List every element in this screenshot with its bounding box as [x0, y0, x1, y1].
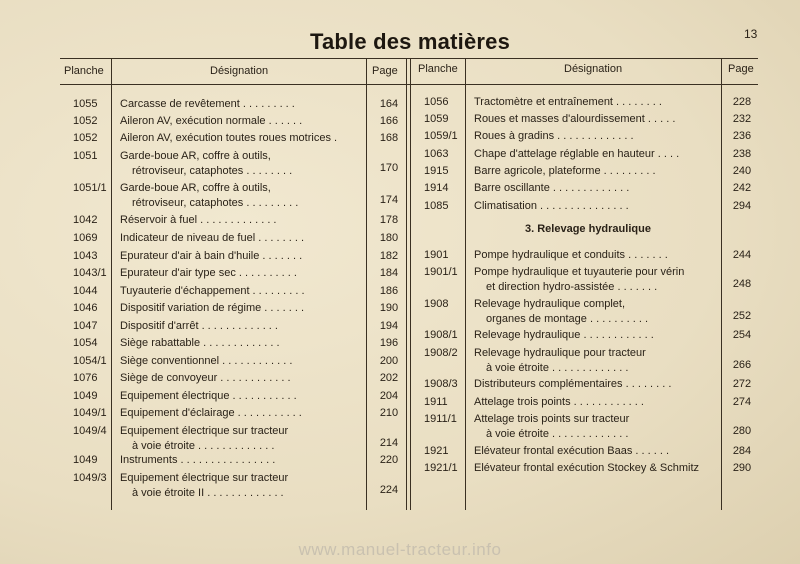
left-planche-cell: 1043: [73, 250, 98, 262]
header-top-rule: [60, 58, 758, 59]
right-planche-cell: 1901: [424, 249, 449, 261]
left-page-cell: 202: [379, 372, 399, 384]
left-planche-cell: 1052: [73, 115, 98, 127]
left-planche-cell: 1052: [73, 132, 98, 144]
right-designation-cell: Relevage hydraulique complet,: [474, 298, 626, 310]
watermark-text: www.manuel-tracteur.info: [298, 540, 502, 559]
right-designation-cell: Barre agricole, plateforme . . . . . . . . .: [474, 165, 656, 177]
right-planche-cell: 1908/3: [424, 378, 458, 390]
left-designation-cell: Garde-boue AR, coffre à outils,: [120, 182, 271, 194]
left-page-cell: 194: [379, 320, 399, 332]
left-planche-cell: 1049/4: [73, 425, 107, 437]
left-page-cell: 180: [379, 232, 399, 244]
left-page-cell: 204: [379, 390, 399, 402]
left-planche-cell: 1054: [73, 337, 98, 349]
left-designation-cell: Epurateur d'air à bain d'huile . . . . . . .: [120, 250, 303, 262]
left-planche-cell: 1069: [73, 232, 98, 244]
left-planche-cell: 1049/1: [73, 407, 107, 419]
left-page-cell: 164: [379, 98, 399, 110]
right-page-cell: 290: [732, 462, 752, 474]
right-planche-cell: 1915: [424, 165, 449, 177]
right-header-page: Page: [728, 63, 754, 75]
right-designation-cell: Roues et masses d'alourdissement . . . . .: [474, 113, 676, 125]
right-header-planche: Planche: [418, 63, 458, 75]
left-page-divider: [366, 58, 367, 510]
left-page-cell: 196: [379, 337, 399, 349]
left-designation-cell: Equipement électrique sur tracteur: [120, 472, 289, 484]
left-designation-cell: Tuyauterie d'échappement . . . . . . . . .: [120, 285, 305, 297]
left-header-page: Page: [372, 65, 398, 77]
header-bottom-rule: [60, 84, 758, 85]
left-page-cell: 224: [379, 484, 399, 496]
left-designation-cell: à voie étroite . . . . . . . . . . . . .: [132, 440, 275, 452]
right-designation-cell: à voie étroite . . . . . . . . . . . . .: [486, 362, 629, 374]
left-page-cell: 190: [379, 302, 399, 314]
right-page-cell: 294: [732, 200, 752, 212]
left-planche-divider: [111, 58, 112, 510]
right-designation-cell: Relevage hydraulique pour tracteur: [474, 347, 646, 359]
left-designation-cell: Dispositif variation de régime . . . . . . .: [120, 302, 305, 314]
right-planche-cell: 1908/2: [424, 347, 458, 359]
right-designation-cell: Climatisation . . . . . . . . . . . . . . .: [474, 200, 629, 212]
left-designation-cell: rétroviseur, cataphotes . . . . . . . .: [132, 165, 293, 177]
right-page-cell: 242: [732, 182, 752, 194]
right-designation-cell: organes de montage . . . . . . . . . .: [486, 313, 649, 325]
left-designation-cell: Siège de convoyeur . . . . . . . . . . . .: [120, 372, 291, 384]
right-page-cell: 244: [732, 249, 752, 261]
right-designation-cell: Pompe hydraulique et tuyauterie pour vérin: [474, 266, 685, 278]
right-planche-cell: 1908/1: [424, 329, 458, 341]
left-page-cell: 184: [379, 267, 399, 279]
right-designation-cell: Chape d'attelage réglable en hauteur . . . .: [474, 148, 680, 160]
left-designation-cell: rétroviseur, cataphotes . . . . . . . . .: [132, 197, 299, 209]
left-page-cell: 186: [379, 285, 399, 297]
left-designation-cell: Epurateur d'air type sec . . . . . . . . . .: [120, 267, 297, 279]
right-designation-cell: Distributeurs complémentaires . . . . . . . .: [474, 378, 672, 390]
page-number: 13: [744, 27, 758, 41]
right-planche-cell: 1059: [424, 113, 449, 125]
left-designation-cell: Equipement d'éclairage . . . . . . . . . . .: [120, 407, 302, 419]
right-planche-cell: 1921: [424, 445, 449, 457]
left-planche-cell: 1046: [73, 302, 98, 314]
right-planche-cell: 1901/1: [424, 266, 458, 278]
left-planche-cell: 1044: [73, 285, 98, 297]
left-designation-cell: Instruments . . . . . . . . . . . . . . . .: [120, 454, 276, 466]
left-designation-cell: Siège rabattable . . . . . . . . . . . . .: [120, 337, 280, 349]
right-page-cell: 236: [732, 130, 752, 142]
right-designation-cell: Elévateur frontal exécution Baas . . . . . .: [474, 445, 670, 457]
right-page-cell: 280: [732, 425, 752, 437]
right-page-cell: 274: [732, 396, 752, 408]
right-page-cell: 266: [732, 359, 752, 371]
right-designation-cell: Relevage hydraulique . . . . . . . . . . . .: [474, 329, 654, 341]
left-page-cell: 220: [379, 454, 399, 466]
left-designation-cell: à voie étroite II . . . . . . . . . . . . .: [132, 487, 284, 499]
left-page-cell: 178: [379, 214, 399, 226]
page-title: Table des matières: [309, 29, 511, 54]
left-planche-cell: 1049/3: [73, 472, 107, 484]
left-planche-cell: 1043/1: [73, 267, 107, 279]
right-page-cell: 252: [732, 310, 752, 322]
right-page-cell: 240: [732, 165, 752, 177]
right-page-cell: 238: [732, 148, 752, 160]
right-planche-cell: 1911/1: [424, 413, 457, 425]
left-designation-cell: Aileron AV, exécution normale . . . . . .: [120, 115, 303, 127]
right-designation-cell: Roues à gradins . . . . . . . . . . . . .: [474, 130, 634, 142]
left-page-cell: 166: [379, 115, 399, 127]
right-page-cell: 232: [732, 113, 752, 125]
left-designation-cell: Siège conventionnel . . . . . . . . . . . .: [120, 355, 293, 367]
right-planche-cell: 1085: [424, 200, 449, 212]
right-planche-cell: 1911: [424, 396, 448, 408]
left-page-cell: 174: [379, 194, 399, 206]
right-designation-cell: Tractomètre et entraînement . . . . . . . .: [474, 96, 662, 108]
right-designation-cell: Pompe hydraulique et conduits . . . . . . .: [474, 249, 668, 261]
right-designation-cell: Attelage trois points sur tracteur: [474, 413, 630, 425]
left-planche-cell: 1055: [73, 98, 98, 110]
left-designation-cell: Carcasse de revêtement . . . . . . . . .: [120, 98, 295, 110]
right-planche-cell: 1059/1: [424, 130, 458, 142]
left-designation-cell: Garde-boue AR, coffre à outils,: [120, 150, 271, 162]
left-page-cell: 210: [379, 407, 399, 419]
right-designation-cell: Barre oscillante . . . . . . . . . . . . .: [474, 182, 630, 194]
right-designation-cell: Elévateur frontal exécution Stockey & Schmitz: [474, 462, 699, 474]
left-planche-cell: 1076: [73, 372, 98, 384]
left-designation-cell: Réservoir à fuel . . . . . . . . . . . . .: [120, 214, 277, 226]
center-divider-b: [410, 58, 411, 510]
left-planche-cell: 1049: [73, 454, 98, 466]
right-page-cell: 248: [732, 278, 752, 290]
left-designation-cell: Equipement électrique sur tracteur: [120, 425, 289, 437]
right-planche-cell: 1914: [424, 182, 449, 194]
right-planche-cell: 1056: [424, 96, 449, 108]
right-designation-cell: à voie étroite . . . . . . . . . . . . .: [486, 428, 629, 440]
left-planche-cell: 1051: [73, 150, 98, 162]
left-planche-cell: 1047: [73, 320, 98, 332]
left-page-cell: 200: [379, 355, 399, 367]
right-page-cell: 284: [732, 445, 752, 457]
right-planche-cell: 1921/1: [424, 462, 458, 474]
left-header-designation: Désignation: [210, 65, 269, 77]
left-designation-cell: Indicateur de niveau de fuel . . . . . . . .: [120, 232, 305, 244]
left-page-cell: 214: [379, 437, 399, 449]
right-planche-cell: 1063: [424, 148, 449, 160]
left-page-cell: 182: [379, 250, 399, 262]
left-header-planche: Planche: [64, 65, 104, 77]
left-page-cell: 170: [379, 162, 399, 174]
right-page-divider: [721, 58, 722, 510]
right-planche-divider: [465, 58, 466, 510]
right-page-cell: 228: [732, 96, 752, 108]
right-page-cell: 272: [732, 378, 752, 390]
right-planche-cell: 1908: [424, 298, 449, 310]
left-planche-cell: 1049: [73, 390, 98, 402]
left-planche-cell: 1042: [73, 214, 98, 226]
left-designation-cell: Equipement électrique . . . . . . . . . . .: [120, 390, 297, 402]
section-heading: 3. Relevage hydraulique: [525, 223, 651, 235]
left-planche-cell: 1054/1: [73, 355, 107, 367]
right-header-designation: Désignation: [564, 63, 623, 75]
right-page-cell: 254: [732, 329, 752, 341]
left-planche-cell: 1051/1: [73, 182, 107, 194]
right-designation-cell: et direction hydro-assistée . . . . . . .: [486, 281, 658, 293]
left-page-cell: 168: [379, 132, 399, 144]
right-designation-cell: Attelage trois points . . . . . . . . . . . .: [474, 396, 644, 408]
left-designation-cell: Dispositif d'arrêt . . . . . . . . . . . . .: [120, 320, 278, 332]
left-designation-cell: Aileron AV, exécution toutes roues motrices .: [120, 132, 338, 144]
